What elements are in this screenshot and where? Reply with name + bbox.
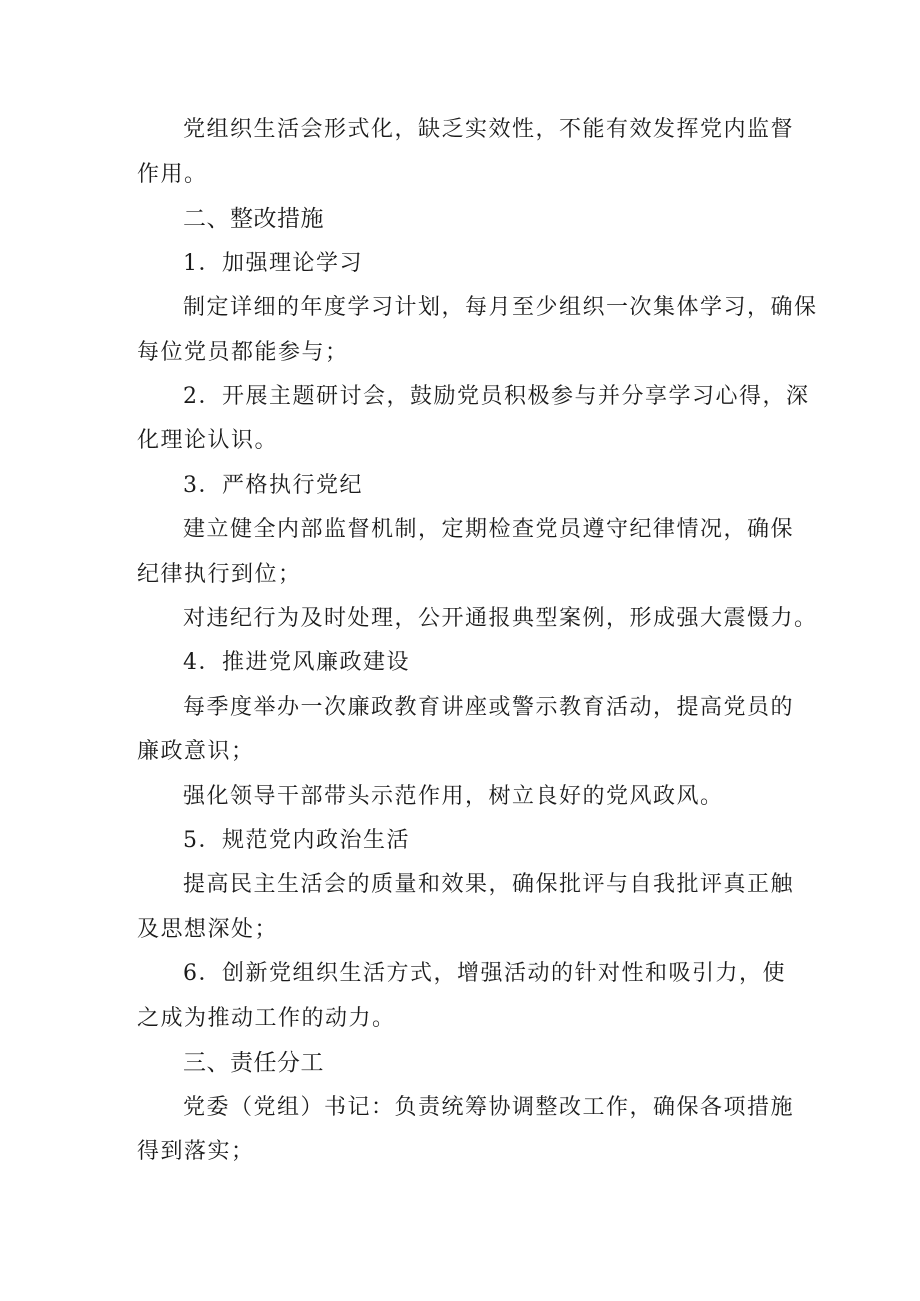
paragraph-line: 党组织生活会形式化，缺乏实效性，不能有效发挥党内监督 — [183, 117, 795, 142]
subsection-heading: 4．推进党风廉政建设 — [183, 650, 410, 675]
paragraph-line: 得到落实； — [137, 1139, 255, 1164]
paragraph-line: 及思想深处； — [137, 917, 279, 942]
subsection-heading: 1．加强理论学习 — [183, 251, 363, 276]
paragraph-line: 2．开展主题研讨会，鼓励党员积极参与并分享学习心得，深 — [183, 384, 810, 409]
section-heading: 二、整改措施 — [183, 206, 324, 232]
paragraph-line: 党委（党组）书记：负责统筹协调整改工作，确保各项措施 — [183, 1095, 795, 1120]
paragraph-line: 对违纪行为及时处理，公开通报典型案例，形成强大震慑力。 — [183, 606, 818, 631]
paragraph-line: 每季度举办一次廉政教育讲座或警示教育活动，提高党员的 — [183, 695, 795, 720]
paragraph-line: 廉政意识； — [137, 739, 255, 764]
subsection-heading: 3．严格执行党纪 — [183, 473, 363, 498]
paragraph-line: 每位党员都能参与； — [137, 340, 349, 365]
paragraph-line: 建立健全内部监督机制，定期检查党员遵守纪律情况，确保 — [183, 517, 795, 542]
paragraph-line: 制定详细的年度学习计划，每月至少组织一次集体学习，确保 — [183, 295, 818, 320]
paragraph-line: 化理论认识。 — [137, 428, 279, 453]
subsection-heading: 5．规范党内政治生活 — [183, 828, 410, 853]
paragraph-line: 6．创新党组织生活方式，增强活动的针对性和吸引力，使 — [183, 961, 786, 986]
paragraph-line: 作用。 — [137, 162, 208, 187]
paragraph-line: 之成为推动工作的动力。 — [137, 1006, 396, 1031]
section-heading: 三、责任分工 — [183, 1050, 324, 1076]
paragraph-line: 强化领导干部带头示范作用，树立良好的党风政风。 — [183, 784, 724, 809]
paragraph-line: 提高民主生活会的质量和效果，确保批评与自我批评真正触 — [183, 872, 795, 897]
paragraph-line: 纪律执行到位； — [137, 562, 302, 587]
